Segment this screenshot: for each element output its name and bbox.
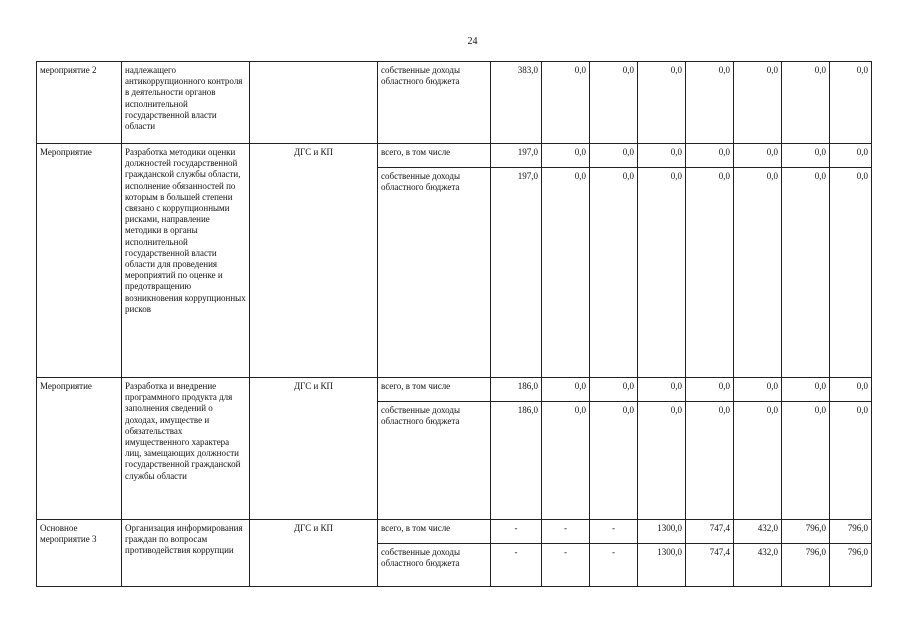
amount-cell: 796,0 <box>830 520 872 544</box>
amount-cell: 0,0 <box>638 62 686 144</box>
amount-cell: 0,0 <box>590 402 638 520</box>
executor-cell: ДГС и КП <box>250 520 378 587</box>
event-description-cell: Организация информирования граждан по вопросам противодействия коррупции <box>122 520 250 587</box>
amount-cell: 796,0 <box>782 544 830 587</box>
amount-cell: - <box>542 520 590 544</box>
amount-cell: 0,0 <box>734 144 782 168</box>
amount-cell: 0,0 <box>782 168 830 378</box>
amount-cell: 186,0 <box>491 402 542 520</box>
amount-cell: 0,0 <box>734 62 782 144</box>
amount-cell: 0,0 <box>782 402 830 520</box>
amount-cell: 0,0 <box>590 168 638 378</box>
amount-cell: 0,0 <box>686 168 734 378</box>
amount-cell: 0,0 <box>830 62 872 144</box>
executor-cell: ДГС и КП <box>250 378 378 520</box>
amount-cell: 0,0 <box>590 62 638 144</box>
table-row <box>37 378 872 402</box>
amount-cell: 0,0 <box>542 62 590 144</box>
amount-cell: - <box>590 520 638 544</box>
amount-cell: 0,0 <box>686 402 734 520</box>
amount-cell: 0,0 <box>782 378 830 402</box>
amount-cell: 1300,0 <box>638 520 686 544</box>
amount-cell: 0,0 <box>686 62 734 144</box>
event-type-cell: Мероприятие <box>37 378 122 520</box>
amount-cell: 0,0 <box>542 168 590 378</box>
amount-cell: 0,0 <box>734 402 782 520</box>
amount-cell: - <box>542 544 590 587</box>
event-type-cell: Основное мероприятие 3 <box>37 520 122 587</box>
amount-cell: - <box>491 544 542 587</box>
funding-source-cell: собственные доходы областного бюджета <box>378 62 491 144</box>
amount-cell: 432,0 <box>734 544 782 587</box>
amount-cell: 796,0 <box>782 520 830 544</box>
amount-cell: 1300,0 <box>638 544 686 587</box>
amount-cell: 0,0 <box>686 378 734 402</box>
amount-cell: 0,0 <box>782 144 830 168</box>
amount-cell: 197,0 <box>491 168 542 378</box>
table-row <box>37 520 872 544</box>
funding-source-cell: собственные доходы областного бюджета <box>378 168 491 378</box>
amount-cell: 0,0 <box>734 168 782 378</box>
amount-cell: 0,0 <box>590 144 638 168</box>
table-row <box>37 62 872 144</box>
amount-cell: 747,4 <box>686 520 734 544</box>
event-description-cell: надлежащего антикоррупционного контроля в деятельности органов исполнительной государственной власти области <box>122 62 250 144</box>
amount-cell: 0,0 <box>638 144 686 168</box>
amount-cell: 0,0 <box>830 378 872 402</box>
funding-source-cell: всего, в том числе <box>378 378 491 402</box>
amount-cell: 796,0 <box>830 544 872 587</box>
event-description-cell: Разработка и внедрение программного продукта для заполнения сведений о доходах, имуществе и обязательствах имущественного характера лиц, замещающих должности государственной гражданской службы области <box>122 378 250 520</box>
amount-cell: 197,0 <box>491 144 542 168</box>
amount-cell: 0,0 <box>830 168 872 378</box>
amount-cell: 0,0 <box>590 378 638 402</box>
executor-cell <box>250 62 378 144</box>
amount-cell: 0,0 <box>782 62 830 144</box>
amount-cell: 0,0 <box>542 144 590 168</box>
table-body <box>37 62 872 587</box>
amount-cell: 0,0 <box>638 402 686 520</box>
amount-cell: - <box>491 520 542 544</box>
amount-cell: 747,4 <box>686 544 734 587</box>
amount-cell: 0,0 <box>830 402 872 520</box>
amount-cell: 0,0 <box>830 144 872 168</box>
amount-cell: 0,0 <box>542 402 590 520</box>
amount-cell: 432,0 <box>734 520 782 544</box>
page-number: 24 <box>467 36 478 47</box>
amount-cell: 0,0 <box>734 378 782 402</box>
amount-cell: 0,0 <box>638 168 686 378</box>
amount-cell: 0,0 <box>542 378 590 402</box>
funding-source-cell: собственные доходы областного бюджета <box>378 544 491 587</box>
amount-cell: 0,0 <box>686 144 734 168</box>
amount-cell: 0,0 <box>638 378 686 402</box>
executor-cell: ДГС и КП <box>250 144 378 378</box>
event-description-cell: Разработка методики оценки должностей государственной гражданской службы области, исполнение обязанностей по которым в большей степени связано с коррупционными рисками, направление методики в органы исполнительной государственной власти области для проведения мероприятий по оценке и предотвращению возникновения коррупционных рисков <box>122 144 250 378</box>
event-type-cell: мероприятие 2 <box>37 62 122 144</box>
table-row <box>37 144 872 168</box>
amount-cell: - <box>590 544 638 587</box>
program-budget-table <box>36 61 872 587</box>
amount-cell: 186,0 <box>491 378 542 402</box>
event-type-cell: Мероприятие <box>37 144 122 378</box>
funding-source-cell: всего, в том числе <box>378 520 491 544</box>
funding-source-cell: всего, в том числе <box>378 144 491 168</box>
amount-cell: 383,0 <box>491 62 542 144</box>
funding-source-cell: собственные доходы областного бюджета <box>378 402 491 520</box>
